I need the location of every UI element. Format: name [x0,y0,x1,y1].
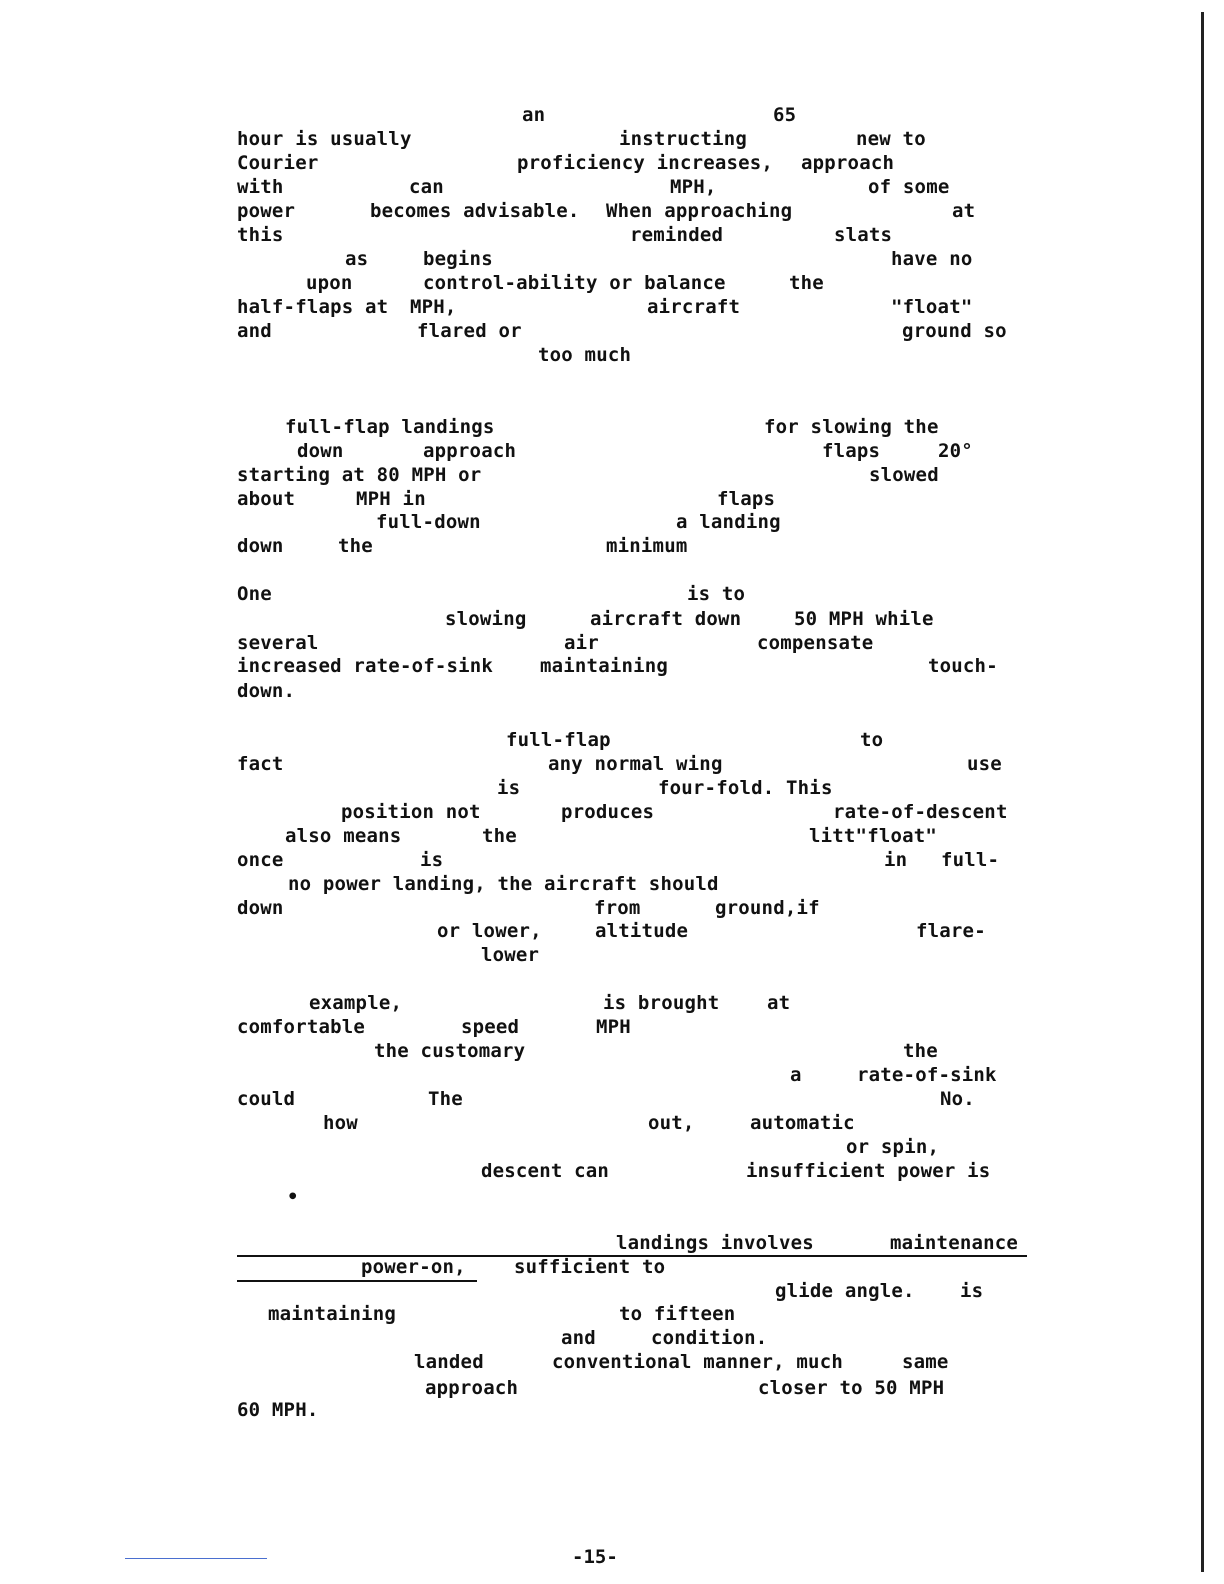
text-fragment: approach [801,152,895,174]
text-fragment: descent can [481,1160,610,1182]
text-fragment: same [902,1351,949,1373]
text-fragment: rate-of-descent [833,801,1008,823]
text-fragment: glide angle. [775,1280,915,1302]
text-fragment: Courier [237,152,319,174]
text-fragment: conventional manner, much [552,1351,843,1373]
text-fragment: use [967,753,1002,775]
text-fragment: to fifteen [619,1303,736,1325]
text-fragment: too much [538,344,632,366]
text-fragment: flaps [717,488,776,510]
text-fragment: maintaining [268,1303,397,1325]
text-fragment: control-ability or balance [423,272,726,294]
text-fragment: landings involves [616,1232,814,1254]
text-fragment: position not [341,801,481,823]
text-fragment: down [237,535,284,557]
text-fragment: ground so [902,320,1007,342]
text-fragment: approach [423,440,517,462]
text-fragment: flared or [417,320,522,342]
text-fragment: upon [306,272,353,294]
text-fragment: flaps [822,440,881,462]
text-fragment: sufficient to [514,1256,666,1278]
text-fragment: maintaining [540,655,669,677]
text-fragment: how [323,1112,358,1134]
text-fragment: begins [423,248,493,270]
text-fragment: of some [868,176,950,198]
text-fragment: and [237,320,272,342]
text-fragment: rate-of-sink [857,1064,997,1086]
text-fragment: No. [940,1088,975,1110]
text-fragment: fact [237,753,284,775]
text-fragment: down [237,897,284,919]
text-fragment: to [860,729,884,751]
text-fragment: "float" [891,296,973,318]
text-fragment: no power landing, the aircraft should [288,873,719,895]
text-fragment: instructing [619,128,748,150]
page-edge-rule [1201,12,1204,1572]
text-fragment: is [420,849,444,871]
text-fragment: MPH, [410,296,457,318]
text-fragment: 20° [938,440,973,462]
underline-rule [237,1255,1027,1257]
text-fragment: full- [941,849,1000,871]
underline-rule [125,1558,267,1559]
text-fragment: this [237,224,284,246]
text-fragment: slowing [445,608,527,630]
text-fragment: aircraft [647,296,741,318]
text-fragment: the customary [374,1040,526,1062]
text-fragment: landed [414,1351,484,1373]
text-fragment: closer to 50 MPH [758,1377,945,1399]
text-fragment: touch- [928,655,998,677]
text-fragment: • [287,1186,299,1208]
text-fragment: 65 [773,104,797,126]
text-fragment: hour is usually [237,128,412,150]
text-fragment: once [237,849,284,871]
text-fragment: with [237,176,284,198]
text-fragment: When approaching [606,200,793,222]
text-fragment: several [237,632,319,654]
text-fragment: power [237,200,296,222]
text-fragment: out, [648,1112,695,1134]
text-fragment: ground,if [715,897,820,919]
text-fragment: minimum [606,535,688,557]
text-fragment: slats [834,224,893,246]
text-fragment: power-on, [361,1256,466,1278]
text-fragment: the [482,825,517,847]
text-fragment: full-flap landings [285,416,495,438]
text-fragment: flare- [916,920,986,942]
text-fragment: insufficient power is [746,1160,991,1182]
text-fragment: litt"float" [809,825,938,847]
text-fragment: air [564,632,599,654]
text-fragment: at [767,992,791,1014]
text-fragment: an [522,104,546,126]
text-fragment: compensate [757,632,874,654]
text-fragment: slowed [869,464,939,486]
page-number: -15- [572,1546,618,1568]
text-fragment: is to [687,583,746,605]
text-fragment: and [561,1327,596,1349]
text-fragment: at [952,200,976,222]
text-fragment: the [903,1040,938,1062]
text-fragment: can [409,176,444,198]
text-fragment: automatic [750,1112,855,1134]
text-fragment: comfortable [237,1016,366,1038]
text-fragment: a [790,1064,802,1086]
text-fragment: maintenance [890,1232,1019,1254]
text-fragment: or spin, [846,1136,940,1158]
text-fragment: MPH [596,1016,631,1038]
text-fragment: aircraft down [590,608,742,630]
text-fragment: lower [481,944,540,966]
text-fragment: a landing [676,511,781,533]
text-fragment: becomes advisable. [370,200,580,222]
text-fragment: full-down [376,511,481,533]
text-fragment: proficiency increases, [517,152,774,174]
text-fragment: is [960,1280,984,1302]
underline-rule [237,1280,477,1282]
text-fragment: starting at 80 MPH or [237,464,482,486]
text-fragment: about [237,488,296,510]
text-fragment: from [594,897,641,919]
text-fragment: down [297,440,344,462]
text-fragment: increased rate-of-sink [237,655,494,677]
text-fragment: half-flaps at [237,296,389,318]
text-fragment: in [884,849,908,871]
text-fragment: the [789,272,824,294]
text-fragment: four-fold. This [658,777,833,799]
text-fragment: One [237,583,272,605]
text-fragment: the [338,535,373,557]
text-fragment: speed [461,1016,520,1038]
text-fragment: have no [891,248,973,270]
text-fragment: condition. [651,1327,768,1349]
text-fragment: is brought [603,992,720,1014]
text-fragment: could [237,1088,296,1110]
text-fragment: down. [237,680,296,702]
text-fragment: reminded [630,224,724,246]
text-fragment: 50 MPH while [794,608,934,630]
text-fragment: full-flap [506,729,611,751]
text-fragment: produces [561,801,655,823]
text-fragment: also means [285,825,402,847]
text-fragment: example, [309,992,403,1014]
text-fragment: is [497,777,521,799]
text-fragment: as [345,248,369,270]
text-fragment: The [428,1088,463,1110]
text-fragment: any normal wing [548,753,723,775]
text-fragment: or lower, [437,920,542,942]
text-fragment: approach [425,1377,519,1399]
text-fragment: for slowing the [764,416,939,438]
text-fragment: new to [856,128,926,150]
text-fragment: MPH, [670,176,717,198]
text-fragment: 60 MPH. [237,1399,319,1421]
text-fragment: MPH in [356,488,426,510]
text-fragment: altitude [595,920,689,942]
